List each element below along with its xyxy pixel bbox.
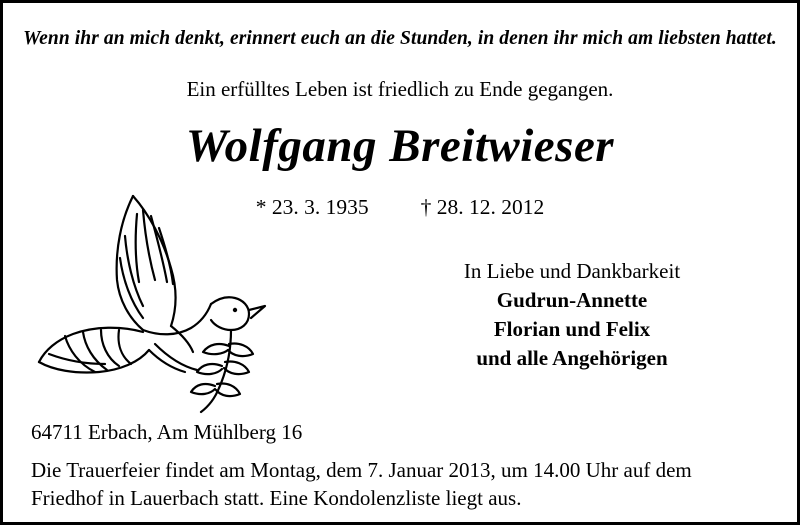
death-date: † 28. 12. 2012 [420, 195, 545, 220]
family-member: Gudrun-Annette [496, 287, 648, 312]
service-line-2: Friedhof in Lauerbach statt. Eine Kondolenzliste liegt aus. [31, 485, 522, 510]
service-details [31, 457, 769, 512]
family-member: und alle Angehörigen [476, 345, 668, 370]
birth-date: * 23. 3. 1935 [255, 195, 369, 220]
subtitle-text: Ein erfülltes Leben ist friedlich zu Ende gegangen. [186, 77, 614, 101]
deceased-name: Wolfgang Breitwieser [185, 120, 615, 172]
service-line-1: Die Trauerfeier findet am Montag, dem 7. Januar 2013, um 14.00 Uhr auf dem [31, 458, 692, 482]
family-member: Florian und Felix [493, 316, 651, 341]
notice-content [17, 14, 783, 511]
epitaph-text: Wenn ihr an mich denkt, erinnert euch an die Stunden, in denen ihr mich am liebsten hattet. [23, 28, 777, 49]
family-lead-text: In Liebe und Dankbarkeit [463, 259, 681, 283]
address-text: 64711 Erbach, Am Mühlberg 16 [31, 420, 303, 444]
family-block [407, 257, 737, 373]
dove-with-olive-branch-icon [25, 184, 275, 414]
